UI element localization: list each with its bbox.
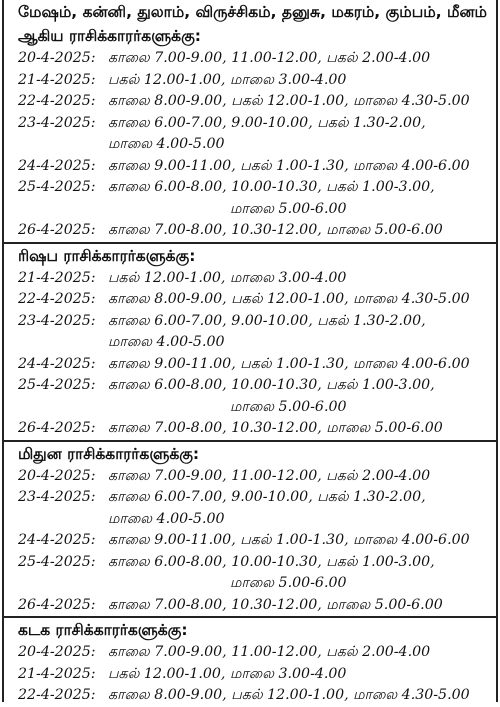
row-date: 20-4-2025: [18, 644, 96, 660]
timing-row [4, 664, 496, 686]
row-times: காலை 8.00-9.00, பகல் 12.00-1.00, மாலை 4.30-5.00 [108, 291, 470, 307]
timing-row [4, 552, 496, 574]
row-times: காலை 7.00-9.00, 11.00-12.00, பகல் 2.00-4.00 [108, 644, 431, 660]
timing-row [4, 685, 496, 707]
timing-row [4, 487, 496, 509]
row-times-continuation: மாலை 4.00-5.00 [108, 136, 225, 152]
section-heading: மேஷம், கன்னி, துலாம், விருச்சிகம், தனுசு, மகரம், கும்பம், மீனம் [18, 3, 488, 21]
section-heading: ரிஷப ராசிக்காரர்களுக்கு: [18, 246, 196, 265]
timing-row [4, 466, 496, 488]
row-times: பகல் 12.00-1.00, மாலை 3.00-4.00 [108, 71, 347, 88]
row-times-continuation: மாலை 5.00-6.00 [230, 575, 347, 591]
row-times: காலை 6.00-8.00, 10.00-10.30, பகல் 1.00-3.00, [108, 179, 435, 195]
timing-row [4, 354, 496, 376]
row-date: 23-4-2025: [18, 489, 96, 505]
row-date: 25-4-2025: [18, 179, 96, 195]
row-times: பகல் 12.00-1.00, மாலை 3.00-4.00 [108, 665, 347, 682]
row-date: 26-4-2025: [18, 222, 96, 238]
row-date: 26-4-2025: [18, 596, 96, 613]
row-date: 24-4-2025: [18, 532, 96, 548]
row-times: காலை 7.00-8.00, 10.30-12.00, மாலை 5.00-6.00 [108, 420, 443, 436]
row-date: 24-4-2025: [18, 157, 96, 174]
row-date: 26-4-2025: [18, 420, 96, 436]
timing-row [4, 375, 496, 397]
row-times: காலை 7.00-8.00, 10.30-12.00, மாலை 5.00-6.00 [108, 596, 443, 613]
row-times: காலை 6.00-7.00, 9.00-10.00, பகல் 1.30-2.00, [108, 312, 426, 329]
timing-row [4, 289, 496, 311]
row-date: 23-4-2025: [18, 312, 96, 329]
row-times: காலை 8.00-9.00, பகல் 12.00-1.00, மாலை 4.30-5.00 [108, 93, 470, 109]
section-mithunam [4, 440, 496, 617]
row-date: 21-4-2025: [18, 71, 96, 88]
row-times: காலை 7.00-9.00, 11.00-12.00, பகல் 2.00-4.00 [108, 467, 431, 484]
timing-row [4, 418, 496, 440]
section-mesham-group [4, 0, 496, 242]
row-times: காலை 7.00-8.00, 10.30-12.00, மாலை 5.00-6.00 [108, 222, 443, 238]
row-date: 21-4-2025: [18, 665, 96, 682]
row-times: காலை 9.00-11.00, பகல் 1.00-1.30, மாலை 4.00-6.00 [108, 157, 470, 174]
row-times-continuation: மாலை 4.00-5.00 [108, 510, 225, 527]
row-times: காலை 6.00-7.00, 9.00-10.00, பகல் 1.30-2.00, [108, 489, 426, 505]
row-date: 22-4-2025: [18, 687, 96, 703]
row-date: 22-4-2025: [18, 93, 96, 109]
timing-row [4, 48, 496, 70]
row-date: 21-4-2025: [18, 269, 96, 286]
row-times: காலை 7.00-9.00, 11.00-12.00, பகல் 2.00-4.00 [108, 50, 431, 66]
row-times: காலை 9.00-11.00, பகல் 1.00-1.30, மாலை 4.00-6.00 [108, 355, 470, 372]
row-date: 23-4-2025: [18, 114, 96, 131]
timing-row [4, 530, 496, 552]
timing-row [4, 268, 496, 290]
row-times-continuation: மாலை 4.00-5.00 [108, 334, 225, 350]
timing-row [4, 113, 496, 135]
section-heading: கடக ராசிக்காரர்களுக்கு: [18, 621, 188, 639]
row-date: 25-4-2025: [18, 553, 96, 570]
row-times: காலை 6.00-8.00, 10.00-10.30, பகல் 1.00-3.00, [108, 553, 435, 570]
timing-row [4, 642, 496, 664]
section-heading: மிதுன ராசிக்காரர்களுக்கு: [18, 444, 200, 463]
timing-row [4, 311, 496, 333]
row-times: காலை 6.00-8.00, 10.00-10.30, பகல் 1.00-3.00, [108, 377, 435, 393]
timing-row [4, 177, 496, 199]
row-date: 24-4-2025: [18, 355, 96, 372]
row-date: 22-4-2025: [18, 291, 96, 307]
row-times: காலை 6.00-7.00, 9.00-10.00, பகல் 1.30-2.00, [108, 114, 426, 131]
row-times: காலை 8.00-9.00, பகல் 12.00-1.00, மாலை 4.30-5.00 [108, 687, 470, 703]
section-heading-line2: ஆகிய ராசிக்காரர்களுக்கு: [18, 27, 201, 45]
timing-row [4, 156, 496, 178]
section-rishabam [4, 242, 496, 440]
timing-row [4, 220, 496, 242]
row-date: 20-4-2025: [18, 467, 96, 484]
section-kadagam [4, 616, 496, 707]
row-date: 20-4-2025: [18, 50, 96, 66]
timing-sheet [2, 0, 498, 702]
row-date: 25-4-2025: [18, 377, 96, 393]
timing-row [4, 91, 496, 113]
row-times-continuation: மாலை 5.00-6.00 [230, 398, 347, 415]
row-times: காலை 9.00-11.00, பகல் 1.00-1.30, மாலை 4.00-6.00 [108, 532, 470, 548]
row-times-continuation: மாலை 5.00-6.00 [230, 200, 347, 217]
timing-row [4, 70, 496, 92]
row-times: பகல் 12.00-1.00, மாலை 3.00-4.00 [108, 269, 347, 286]
timing-row [4, 595, 496, 617]
